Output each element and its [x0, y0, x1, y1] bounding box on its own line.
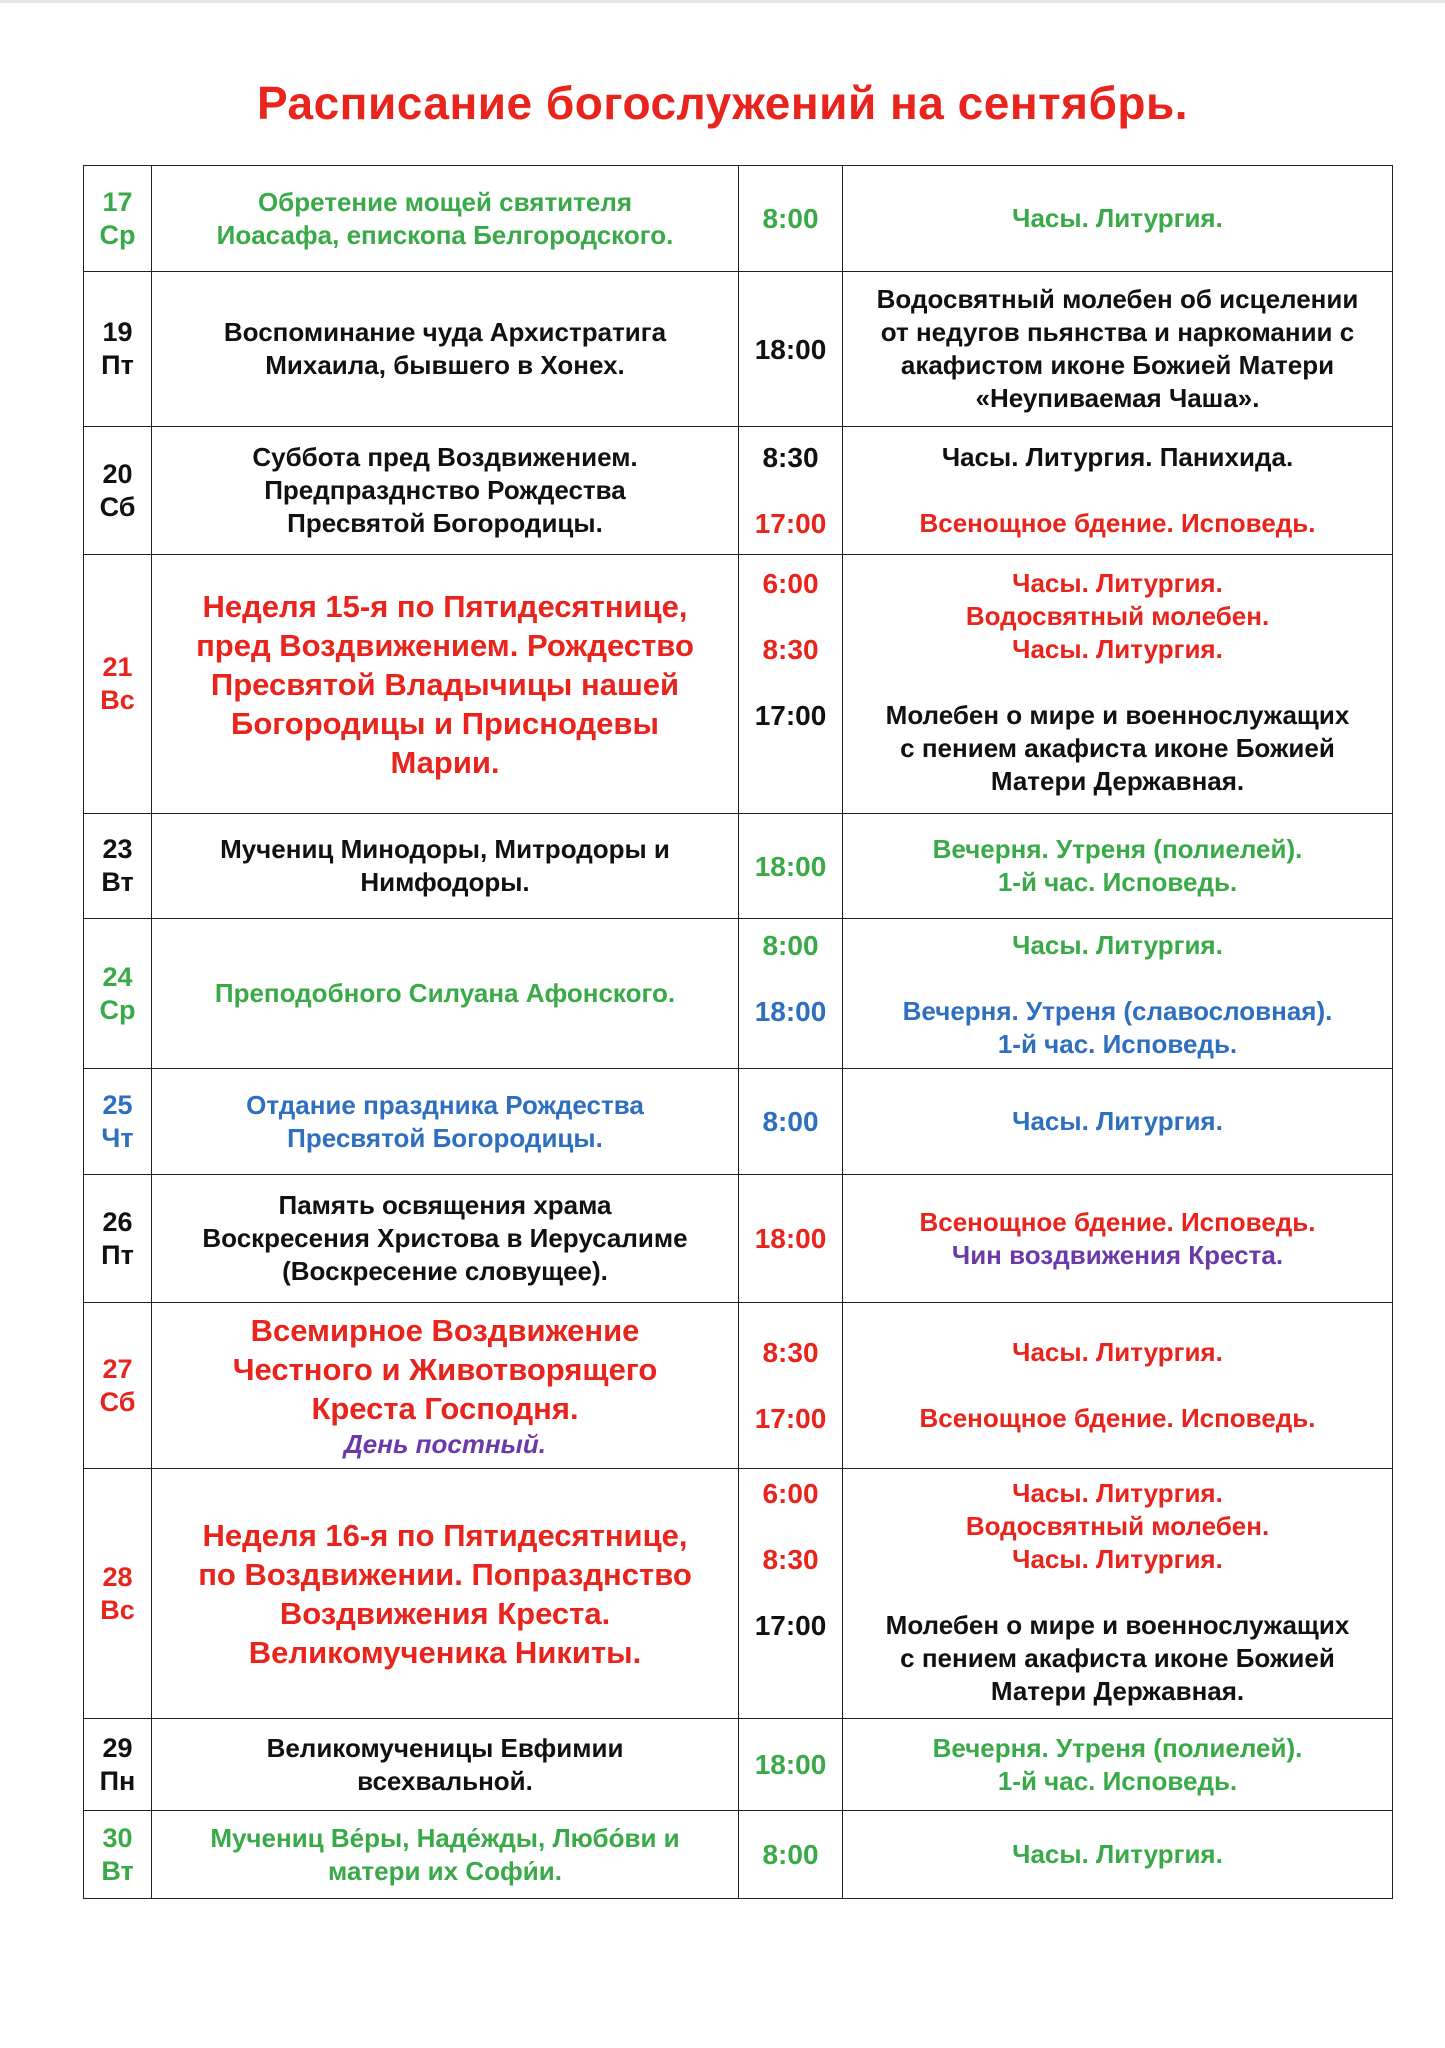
schedule-row-30	[84, 1811, 1393, 1899]
feast-title-cell	[152, 1069, 739, 1175]
service-line: Вечерня. Утреня (полиелей).	[932, 1732, 1303, 1763]
page-title: Расписание богослужений на сентябрь.	[256, 77, 1189, 129]
schedule-row-19	[84, 272, 1393, 427]
service-time: 8:00	[762, 1106, 819, 1137]
service-line: Часы. Литургия. Панихида.	[941, 442, 1294, 472]
feast-title-line: Воспоминание чуда Архистратига	[223, 317, 667, 347]
schedule-row-29	[84, 1719, 1393, 1811]
schedule-row-27	[84, 1303, 1393, 1469]
weekday: Вс	[100, 685, 135, 715]
fasting-note: День постный.	[344, 1428, 546, 1459]
feast-title-line: Михаила, бывшего в Хонех.	[265, 350, 625, 380]
feast-title-line: Мучениц Минодоры, Митродоры и	[220, 834, 670, 864]
service-line: с пением акафиста иконе Божией	[900, 733, 1335, 763]
feast-title-cell	[152, 166, 739, 272]
feast-title-line: Всемирное Воздвижение	[250, 1312, 640, 1348]
feast-title-line: Обретение мощей святителя	[257, 186, 633, 217]
weekday: Вт	[101, 867, 134, 897]
service-line: Водосвятный молебен об исцелении	[876, 284, 1359, 314]
service-line: Часы. Литургия.	[1012, 1839, 1223, 1869]
time-cell	[739, 272, 843, 427]
feast-title-line: Марии.	[390, 744, 500, 780]
schedule-row-24	[84, 919, 1393, 1069]
date-cell	[84, 272, 152, 427]
services-cell	[843, 1175, 1393, 1303]
feast-title-line: Отдание праздника Рождества	[246, 1089, 644, 1120]
date-cell	[84, 1303, 152, 1469]
service-line: Водосвятный молебен.	[965, 601, 1270, 631]
services-cell	[843, 272, 1393, 427]
day-number: 20	[102, 458, 133, 489]
service-time: 8:00	[762, 930, 819, 961]
day-number: 25	[102, 1089, 133, 1120]
feast-title-cell	[152, 555, 739, 814]
feast-title-cell	[152, 1469, 739, 1719]
feast-title-line: (Воскресение словущее).	[282, 1256, 608, 1286]
feast-title-line: Неделя 15-я по Пятидесятнице,	[202, 588, 688, 624]
service-line: Водосвятный молебен.	[965, 1511, 1270, 1541]
service-time: 18:00	[754, 333, 827, 365]
date-cell	[84, 1719, 152, 1811]
time-cell	[739, 555, 843, 814]
feast-title-line: Нимфодоры.	[360, 867, 530, 897]
service-line: с пением акафиста иконе Божией	[900, 1643, 1335, 1673]
schedule-row-20	[84, 427, 1393, 555]
feast-title-line: пред Воздвижением. Рождество	[196, 627, 694, 663]
feast-title-line: Неделя 16-я по Пятидесятнице,	[202, 1517, 688, 1553]
schedule-row-21	[84, 555, 1393, 814]
time-cell	[739, 427, 843, 555]
service-line: Молебен о мире и военнослужащих	[885, 1610, 1350, 1640]
day-number: 24	[102, 961, 133, 992]
feast-title-line: Иоасафа, епископа Белгородского.	[216, 219, 674, 250]
feast-title-cell	[152, 427, 739, 555]
feast-title-line: Великомученицы Евфимии	[266, 1732, 624, 1763]
service-line: 1-й час. Исповедь.	[997, 1029, 1238, 1059]
feast-title-line: Великомученика Никиты.	[248, 1634, 642, 1670]
weekday: Чт	[101, 1122, 134, 1153]
top-border-line	[0, 0, 1445, 3]
service-time: 17:00	[754, 1403, 827, 1434]
services-cell	[843, 1069, 1393, 1175]
feast-title-line: матери их Софи́и.	[328, 1855, 562, 1886]
schedule-row-25	[84, 1069, 1393, 1175]
feast-title-line: Честного и Животворящего	[232, 1351, 658, 1387]
service-time: 8:30	[762, 634, 819, 665]
service-time: 17:00	[754, 508, 827, 539]
services-cell	[843, 1469, 1393, 1719]
feast-title-cell	[152, 1811, 739, 1899]
day-number: 23	[102, 834, 133, 864]
feast-title-line: Пресвятой Богородицы.	[287, 1122, 603, 1153]
service-line: Чин воздвижения Креста.	[951, 1239, 1284, 1270]
day-number: 26	[102, 1206, 133, 1237]
service-time: 8:00	[762, 203, 819, 234]
date-cell	[84, 1069, 152, 1175]
schedule-row-28	[84, 1469, 1393, 1719]
date-cell	[84, 1175, 152, 1303]
date-cell	[84, 1811, 152, 1899]
schedule-row-26	[84, 1175, 1393, 1303]
feast-title-line: Воздвижения Креста.	[279, 1595, 611, 1631]
service-time: 8:30	[762, 442, 819, 473]
service-line: Вечерня. Утреня (славословная).	[902, 996, 1333, 1026]
day-number: 28	[102, 1561, 133, 1592]
service-line: акафистом иконе Божией Матери	[900, 350, 1335, 380]
services-cell	[843, 919, 1393, 1069]
weekday: Сб	[99, 1386, 136, 1417]
service-line: Всенощное бдение. Исповедь.	[919, 1403, 1316, 1433]
service-time: 8:30	[762, 1544, 819, 1575]
time-cell	[739, 166, 843, 272]
service-time: 18:00	[754, 996, 827, 1027]
feast-title-line: Воскресения Христова в Иерусалиме	[202, 1223, 688, 1253]
services-cell	[843, 555, 1393, 814]
day-number: 21	[102, 652, 133, 682]
service-line: 1-й час. Исповедь.	[997, 1765, 1238, 1796]
service-time: 8:00	[762, 1839, 819, 1870]
feast-title-line: Пресвятой Владычицы нашей	[210, 666, 680, 702]
date-cell	[84, 166, 152, 272]
time-cell	[739, 1303, 843, 1469]
services-cell	[843, 814, 1393, 919]
weekday: Пт	[101, 1239, 134, 1270]
service-line: Вечерня. Утреня (полиелей).	[932, 834, 1303, 864]
weekday: Пт	[101, 350, 134, 380]
service-line: Часы. Литургия.	[1012, 1337, 1223, 1367]
feast-title-line: Предпразднство Рождества	[264, 475, 626, 505]
weekday: Ср	[99, 219, 136, 250]
feast-title-line: Пресвятой Богородицы.	[287, 508, 603, 538]
service-line: Молебен о мире и военнослужащих	[885, 700, 1350, 730]
weekday: Сб	[99, 491, 136, 522]
feast-title-line: всехвальной.	[357, 1765, 533, 1796]
services-cell	[843, 1303, 1393, 1469]
weekday: Вт	[101, 1855, 134, 1886]
feast-title-line: Суббота пред Воздвижением.	[252, 442, 638, 472]
weekday: Вс	[100, 1594, 135, 1625]
service-time: 6:00	[762, 568, 819, 599]
day-number: 19	[102, 317, 133, 347]
feast-title-cell	[152, 814, 739, 919]
schedule-row-23	[84, 814, 1393, 919]
feast-title-line: Мучениц Ве́ры, Наде́жды, Любо́ви и	[210, 1822, 680, 1853]
feast-title-cell	[152, 272, 739, 427]
service-time: 6:00	[762, 1478, 819, 1509]
services-cell	[843, 427, 1393, 555]
service-line: Часы. Литургия.	[1012, 634, 1223, 664]
feast-title-line: по Воздвижении. Попразднство	[198, 1556, 692, 1592]
time-cell	[739, 1069, 843, 1175]
time-cell	[739, 1175, 843, 1303]
service-line: Часы. Литургия.	[1012, 930, 1223, 960]
service-line: Матери Державная.	[990, 766, 1245, 796]
services-cell	[843, 166, 1393, 272]
feast-title-cell	[152, 1303, 739, 1469]
schedule-row-17	[84, 166, 1393, 272]
day-number: 29	[102, 1732, 133, 1763]
service-time: 8:30	[762, 1337, 819, 1368]
feast-title-cell	[152, 919, 739, 1069]
service-line: Часы. Литургия.	[1012, 203, 1223, 233]
date-cell	[84, 919, 152, 1069]
service-line: Часы. Литургия.	[1012, 1544, 1223, 1574]
service-line: Часы. Литургия.	[1012, 1478, 1223, 1508]
weekday: Пн	[99, 1765, 136, 1796]
time-cell	[739, 919, 843, 1069]
service-time: 17:00	[754, 700, 827, 731]
schedule-table	[83, 165, 1393, 1899]
service-line: Всенощное бдение. Исповедь.	[919, 508, 1316, 538]
service-line: Всенощное бдение. Исповедь.	[919, 1206, 1316, 1237]
service-line: Часы. Литургия.	[1012, 1106, 1223, 1136]
feast-title-cell	[152, 1719, 739, 1811]
service-line: от недугов пьянства и наркомании с	[880, 317, 1355, 347]
time-cell	[739, 1469, 843, 1719]
feast-title-line: Креста Господня.	[311, 1390, 579, 1426]
day-number: 30	[102, 1822, 133, 1853]
date-cell	[84, 1469, 152, 1719]
time-cell	[739, 1811, 843, 1899]
time-cell	[739, 814, 843, 919]
service-time: 17:00	[754, 1610, 827, 1641]
feast-title-cell	[152, 1175, 739, 1303]
date-cell	[84, 814, 152, 919]
feast-title-line: Богородицы и Приснодевы	[231, 705, 659, 741]
weekday: Ср	[99, 994, 136, 1025]
service-line: Матери Державная.	[990, 1676, 1245, 1706]
day-number: 17	[102, 186, 133, 217]
date-cell	[84, 427, 152, 555]
service-time: 18:00	[754, 850, 827, 882]
time-cell	[739, 1719, 843, 1811]
services-cell	[843, 1811, 1393, 1899]
feast-title-line: Память освящения храма	[278, 1190, 612, 1220]
service-time: 18:00	[754, 1223, 827, 1254]
service-time: 18:00	[754, 1749, 827, 1780]
service-line: 1-й час. Исповедь.	[997, 867, 1238, 897]
feast-title-line: Преподобного Силуана Афонского.	[214, 978, 676, 1008]
service-line: Часы. Литургия.	[1012, 568, 1223, 598]
services-cell	[843, 1719, 1393, 1811]
service-line: «Неупиваемая Чаша».	[975, 383, 1260, 413]
date-cell	[84, 555, 152, 814]
day-number: 27	[102, 1353, 133, 1384]
